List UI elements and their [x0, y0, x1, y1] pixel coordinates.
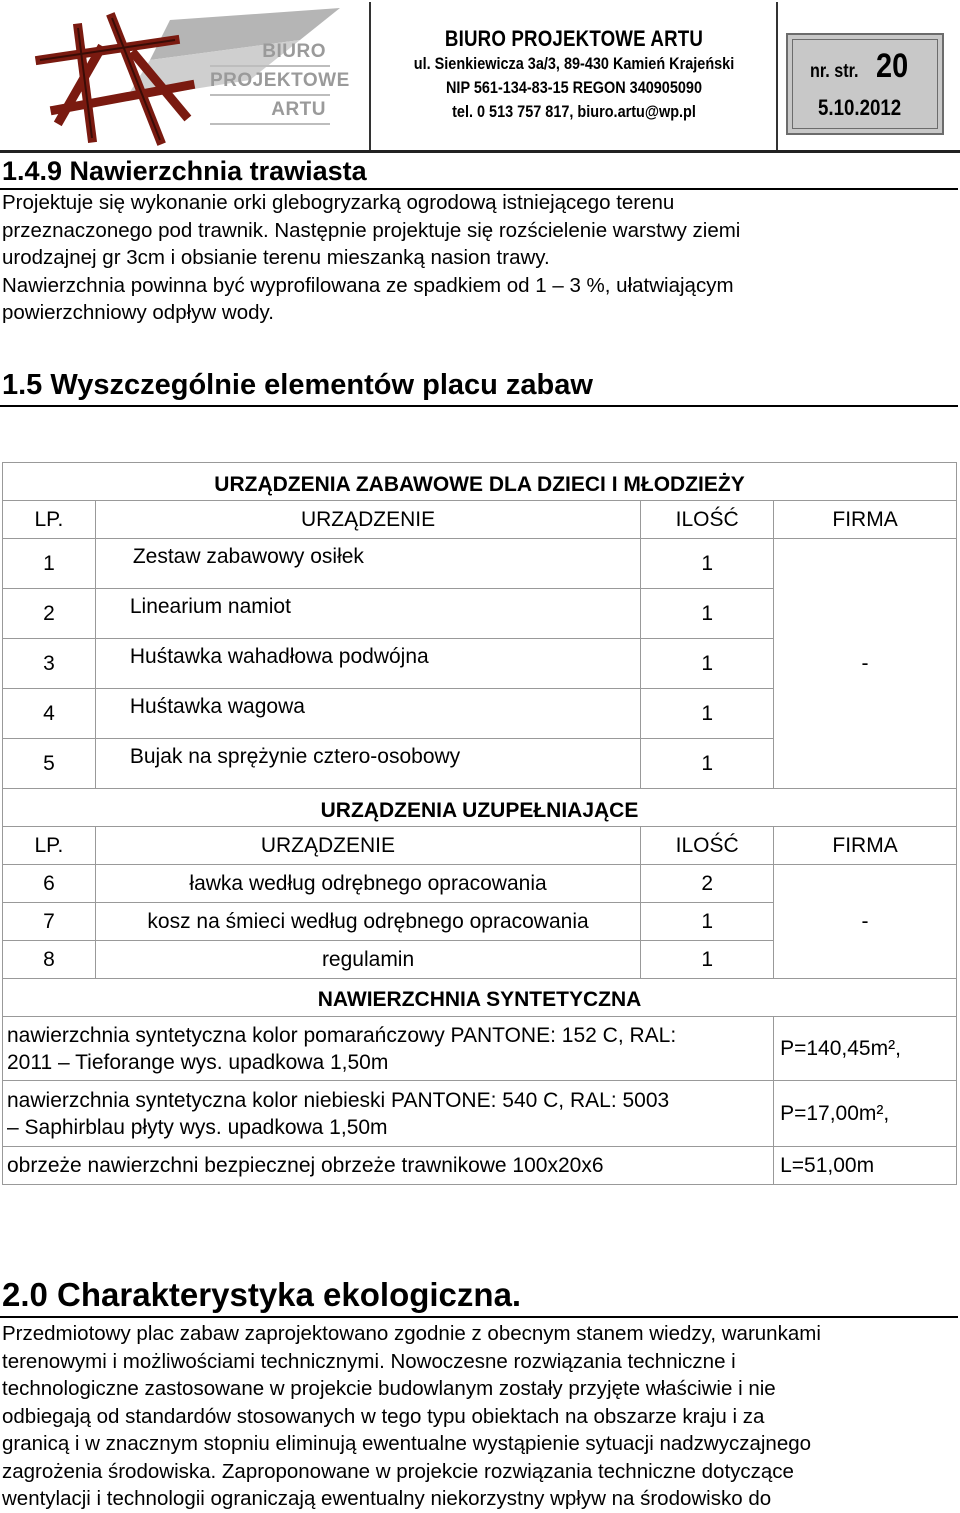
group2-title: URZĄDZENIA UZUPEŁNIAJĄCE	[3, 789, 957, 827]
row-device: Zestaw zabawowy osiłek	[95, 539, 640, 589]
text-line: technologiczne zastosowane w projekcie budowlanym zostały przyjęte właściwie i nie	[2, 1377, 776, 1400]
row-device: Huśtawka wagowa	[95, 689, 640, 739]
text-line: granicą i w znacznym stopniu eliminują ewentualne wystąpienie sytuacji nadzwyczajnego	[2, 1432, 812, 1455]
row-device: ławka według odrębnego opracowania	[95, 865, 640, 903]
surface-value: L=51,00m	[774, 1147, 957, 1185]
header-divider-left	[369, 2, 371, 150]
table-row	[3, 1017, 957, 1081]
text-line: Przedmiotowy plac zabaw zaprojektowano zgodnie z obecnym stanem wiedzy, warunkami	[2, 1322, 821, 1345]
section-15-heading: 1.5 Wyszczególnie elementów placu zabaw	[2, 369, 593, 401]
group1-firm: -	[774, 539, 957, 789]
col-header-device: URZĄDZENIE	[95, 827, 640, 865]
equipment-table	[2, 462, 957, 1185]
row-qty: 1	[641, 903, 774, 941]
section-149-heading: 1.4.9 Nawierzchnia trawiasta	[2, 156, 367, 186]
col-header-lp: LP.	[3, 501, 96, 539]
surface-desc	[3, 1017, 774, 1081]
row-qty: 1	[641, 739, 774, 789]
company-name: BIURO PROJEKTOWE ARTU	[444, 26, 704, 51]
row-device: Huśtawka wahadłowa podwójna	[95, 639, 640, 689]
surface-value: P=140,45m²,	[774, 1017, 957, 1081]
logo-line-1: BIURO	[210, 38, 330, 67]
text-line: Nawierzchnia powinna być wyprofilowana ze spadkiem od 1 – 3 %, ułatwiającym	[2, 273, 734, 297]
text-line: wentylacji i technologii ograniczają ewentualny niekorzystny wpływ na środowisko do	[2, 1487, 772, 1510]
row-qty: 1	[641, 589, 774, 639]
company-nip-regon: NIP 561-134-83-15 REGON 340905090	[445, 78, 702, 97]
text-line: terenowymi i możliwościami technicznymi. Nowoczesne rozwiązania techniczne i	[2, 1349, 736, 1373]
col-header-firm: FIRMA	[774, 501, 957, 539]
surface-desc-line: 2011 – Tieforange wys. upadkowa 1,50m	[7, 1050, 389, 1074]
table-row	[3, 1147, 957, 1185]
page-date: 5.10.2012	[818, 95, 902, 120]
section-20-heading: 2.0 Charakterystyka ekologiczna.	[2, 1276, 522, 1313]
table-row	[3, 1081, 957, 1147]
text-line: urodzajnej gr 3cm i obsianie terenu mieszanką nasion trawy.	[2, 246, 550, 269]
row-lp: 4	[3, 689, 96, 739]
company-info	[372, 26, 776, 124]
row-qty: 1	[641, 689, 774, 739]
row-lp: 3	[3, 639, 96, 689]
page-label: nr. str.	[810, 61, 859, 82]
header-divider-right	[776, 2, 778, 150]
text-line: Projektuje się wykonanie orki glebogryzarką ogrodową istniejącego terenu	[2, 191, 675, 214]
col-header-qty: ILOŚĆ	[641, 827, 774, 865]
surface-value: P=17,00m²,	[774, 1081, 957, 1147]
row-lp: 8	[3, 941, 96, 979]
section-15-rule	[0, 405, 958, 407]
section-149-text	[2, 189, 957, 327]
table-row	[3, 539, 957, 589]
group1-title: URZĄDZENIA ZABAWOWE DLA DZIECI I MŁODZIEŻY	[3, 463, 957, 501]
surface-desc: obrzeże nawierzchni bezpiecznej obrzeże trawnikowe 100x20x6	[3, 1147, 774, 1185]
logo-line-2: PROJEKTOWE	[210, 67, 330, 96]
header-rule	[0, 150, 960, 153]
group2-firm: -	[774, 865, 957, 979]
row-qty: 2	[641, 865, 774, 903]
company-address: ul. Sienkiewicza 3a/3, 89-430 Kamień Krajeński	[413, 54, 735, 73]
row-lp: 6	[3, 865, 96, 903]
section-20-rule	[0, 1316, 958, 1318]
table-row	[3, 865, 957, 903]
logo-text	[210, 38, 350, 125]
logo-line-3: ARTU	[210, 96, 330, 125]
row-device: Linearium namiot	[95, 589, 640, 639]
surface-desc	[3, 1081, 774, 1147]
row-qty: 1	[641, 639, 774, 689]
row-device: kosz na śmieci według odrębnego opracowania	[95, 903, 640, 941]
company-contact: tel. 0 513 757 817, biuro.artu@wp.pl	[452, 102, 696, 121]
row-qty: 1	[641, 941, 774, 979]
surface-desc-line: nawierzchnia syntetyczna kolor niebieski PANTONE: 540 C, RAL: 5003	[7, 1088, 670, 1112]
row-lp: 1	[3, 539, 96, 589]
row-device: regulamin	[95, 941, 640, 979]
text-line: powierzchniowy odpływ wody.	[2, 301, 274, 324]
text-line: przeznaczonego pod trawnik. Następnie projektuje się rozścielenie warstwy ziemi	[2, 218, 741, 242]
surface-desc-line: nawierzchnia syntetyczna kolor pomarańczowy PANTONE: 152 C, RAL:	[7, 1023, 677, 1047]
row-lp: 5	[3, 739, 96, 789]
page-number: 20	[876, 47, 909, 85]
col-header-qty: ILOŚĆ	[641, 501, 774, 539]
row-device: Bujak na sprężynie cztero-osobowy	[95, 739, 640, 789]
col-header-firm: FIRMA	[774, 827, 957, 865]
text-line: zagrożenia środowiska. Zaproponowane w projekcie rozwiązania techniczne dotyczące	[2, 1459, 794, 1483]
text-line: odbiegają od standardów stosowanych w tego typu obiektach na obszarze kraju i za	[2, 1404, 765, 1428]
page-header	[0, 0, 960, 152]
col-header-device: URZĄDZENIE	[95, 501, 640, 539]
surface-desc-line: – Saphirblau płyty wys. upadkowa 1,50m	[7, 1115, 388, 1139]
section-20-text	[2, 1320, 957, 1513]
row-qty: 1	[641, 539, 774, 589]
row-lp: 7	[3, 903, 96, 941]
page-number-box	[786, 33, 944, 135]
col-header-lp: LP.	[3, 827, 96, 865]
row-lp: 2	[3, 589, 96, 639]
group3-title: NAWIERZCHNIA SYNTETYCZNA	[3, 979, 957, 1017]
